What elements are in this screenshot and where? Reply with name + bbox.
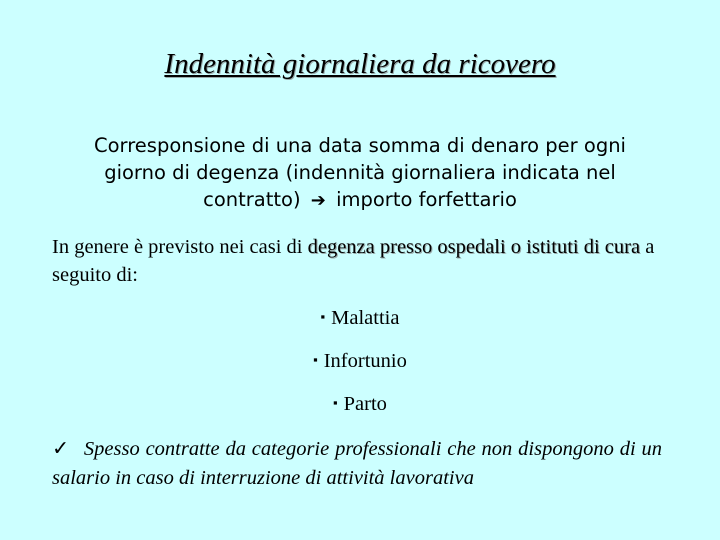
arrow-right-icon: ➔: [310, 190, 326, 211]
bullet-label: Parto: [343, 393, 387, 415]
bullet-item-parto: [0, 393, 720, 416]
bullet-label: Infortunio: [323, 350, 407, 372]
note-text: Spesso contratte da categorie professionali che non dispongono di un salario in caso di interruzione di attività lavorativa: [52, 438, 662, 489]
square-bullet-icon: ▪: [313, 352, 318, 367]
intro-line-3b: importo forfettario: [336, 188, 517, 211]
intro-line-2: giorno di degenza (indennità giornaliera indicata nel: [104, 161, 616, 184]
bullet-item-malattia: [0, 307, 720, 330]
square-bullet-icon: ▪: [333, 395, 338, 410]
bullet-item-infortunio: [0, 350, 720, 373]
intro-line-1: Corresponsione di una data somma di denaro per ogni: [94, 134, 626, 157]
bullet-label: Malattia: [331, 307, 400, 329]
checkmark-icon: ✓: [52, 438, 70, 460]
cases-text-end: a seguito di:: [52, 236, 655, 286]
note-paragraph: [52, 435, 662, 493]
cases-paragraph: [52, 233, 672, 289]
cases-text-start: In genere è previsto nei casi di: [52, 236, 303, 258]
intro-paragraph: [60, 132, 660, 214]
slide-title: Indennità giornaliera da ricovero: [164, 48, 556, 80]
square-bullet-icon: ▪: [320, 309, 326, 324]
intro-line-3a: contratto): [203, 188, 301, 211]
cases-emphasis: degenza presso ospedali o istituti di cura: [307, 236, 641, 258]
